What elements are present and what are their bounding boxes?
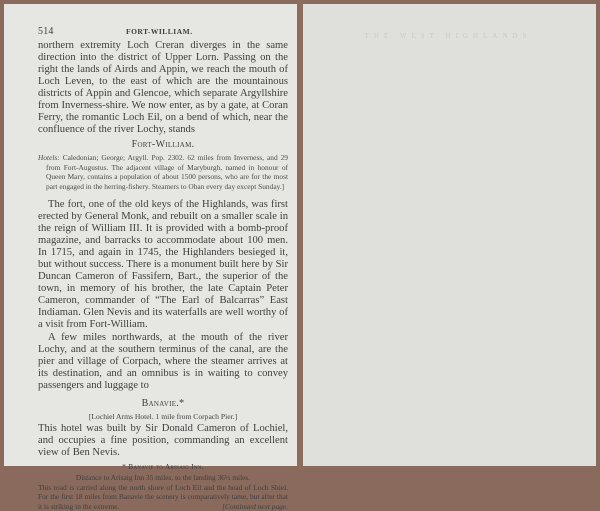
intro-paragraph: northern extremity Loch Creran diverges in the same direction into the district of Upper Lorn. Passing on the right the lands of Airds and Appin, we reach the mouth of Loch Leven, to the east of which are the mountainous districts of Appin and Glencoe, which separate Argyllshire from Inverness-shire. We now enter, as by a gate, at Coran Ferry, the romantic Loch Eil, on a bend of which, near the confluence of the river Lochy, stands — [38, 40, 288, 136]
running-head — [38, 26, 288, 40]
footnote-distance: Distance to Arisaig Inn 35 miles, to the landing 36½ miles. — [75, 472, 251, 482]
continued-note: [Continued next page. — [222, 501, 288, 511]
footnote-heading: * Banavie to Arisaig Inn. — [122, 461, 204, 471]
show-through-running-head: THE WEST HIGHLANDS — [364, 32, 532, 40]
hotels-note — [38, 153, 288, 191]
footnote-text: This road is carried along the north shore of Loch Eil and the head of Loch Shiel. For the first 18 miles from Banavie the scenery is comparatively tame, but after that it is striking in the extreme. — [38, 482, 288, 511]
running-head-title: FORT-WILLIAM. — [126, 27, 193, 36]
subsection-note: [Lochiel Arms Hotel. 1 mile from Corpach Pier.] — [88, 411, 238, 421]
footnote-body — [38, 483, 288, 511]
hotels-label: Hotels: — [38, 153, 60, 163]
body-paragraph: The fort, one of the old keys of the Highlands, was first erected by General Monk, and rebuilt on a smaller scale in the reign of William III. It is provided with a bomb-proof magazine, and barracks to accommodate about 100 men. In 1715, and again in 1745, the Highlanders besieged it, but without success. There is a monument built here by Sir Duncan Cameron of Fassifern, Bart., the superior of the town, in memory of his brother, the late Captain Peter Cameron, commander of “The Earl of Balcarras” East Indiaman. Glen Nevis and its waterfalls are well worthy of a visit from Fort-William. — [38, 199, 288, 331]
hotels-text: Caledonian; George; Argyll. Pop. 2302. 62 miles from Inverness, and 29 from Fort-Augustus. The adjacent village of Maryburgh, named in honour of Queen Mary, contains a population of about 1500 persons, who are for the most part engaged in the herring-fishery. Steamers to Oban every day except Sunday.] — [46, 153, 288, 191]
page-number: 514 — [38, 26, 54, 37]
page-content — [38, 26, 288, 511]
right-page — [303, 4, 596, 466]
banavie-paragraph: This hotel was built by Sir Donald Cameron of Lochiel, and occupies a fine position, commanding an excellent view of Ben Nevis. — [38, 422, 288, 458]
section-heading: Fort-William. — [131, 139, 195, 151]
left-page — [4, 4, 297, 511]
body-paragraph: A few miles northwards, at the mouth of the river Lochy, and at the southern terminus of the canal, are the pier and village of Corpach, where the steamer arrives at its destination, and an omnibus is in waiting to convey passengers and luggage to — [38, 331, 288, 391]
subsection-heading: Banavie.* — [141, 397, 185, 409]
